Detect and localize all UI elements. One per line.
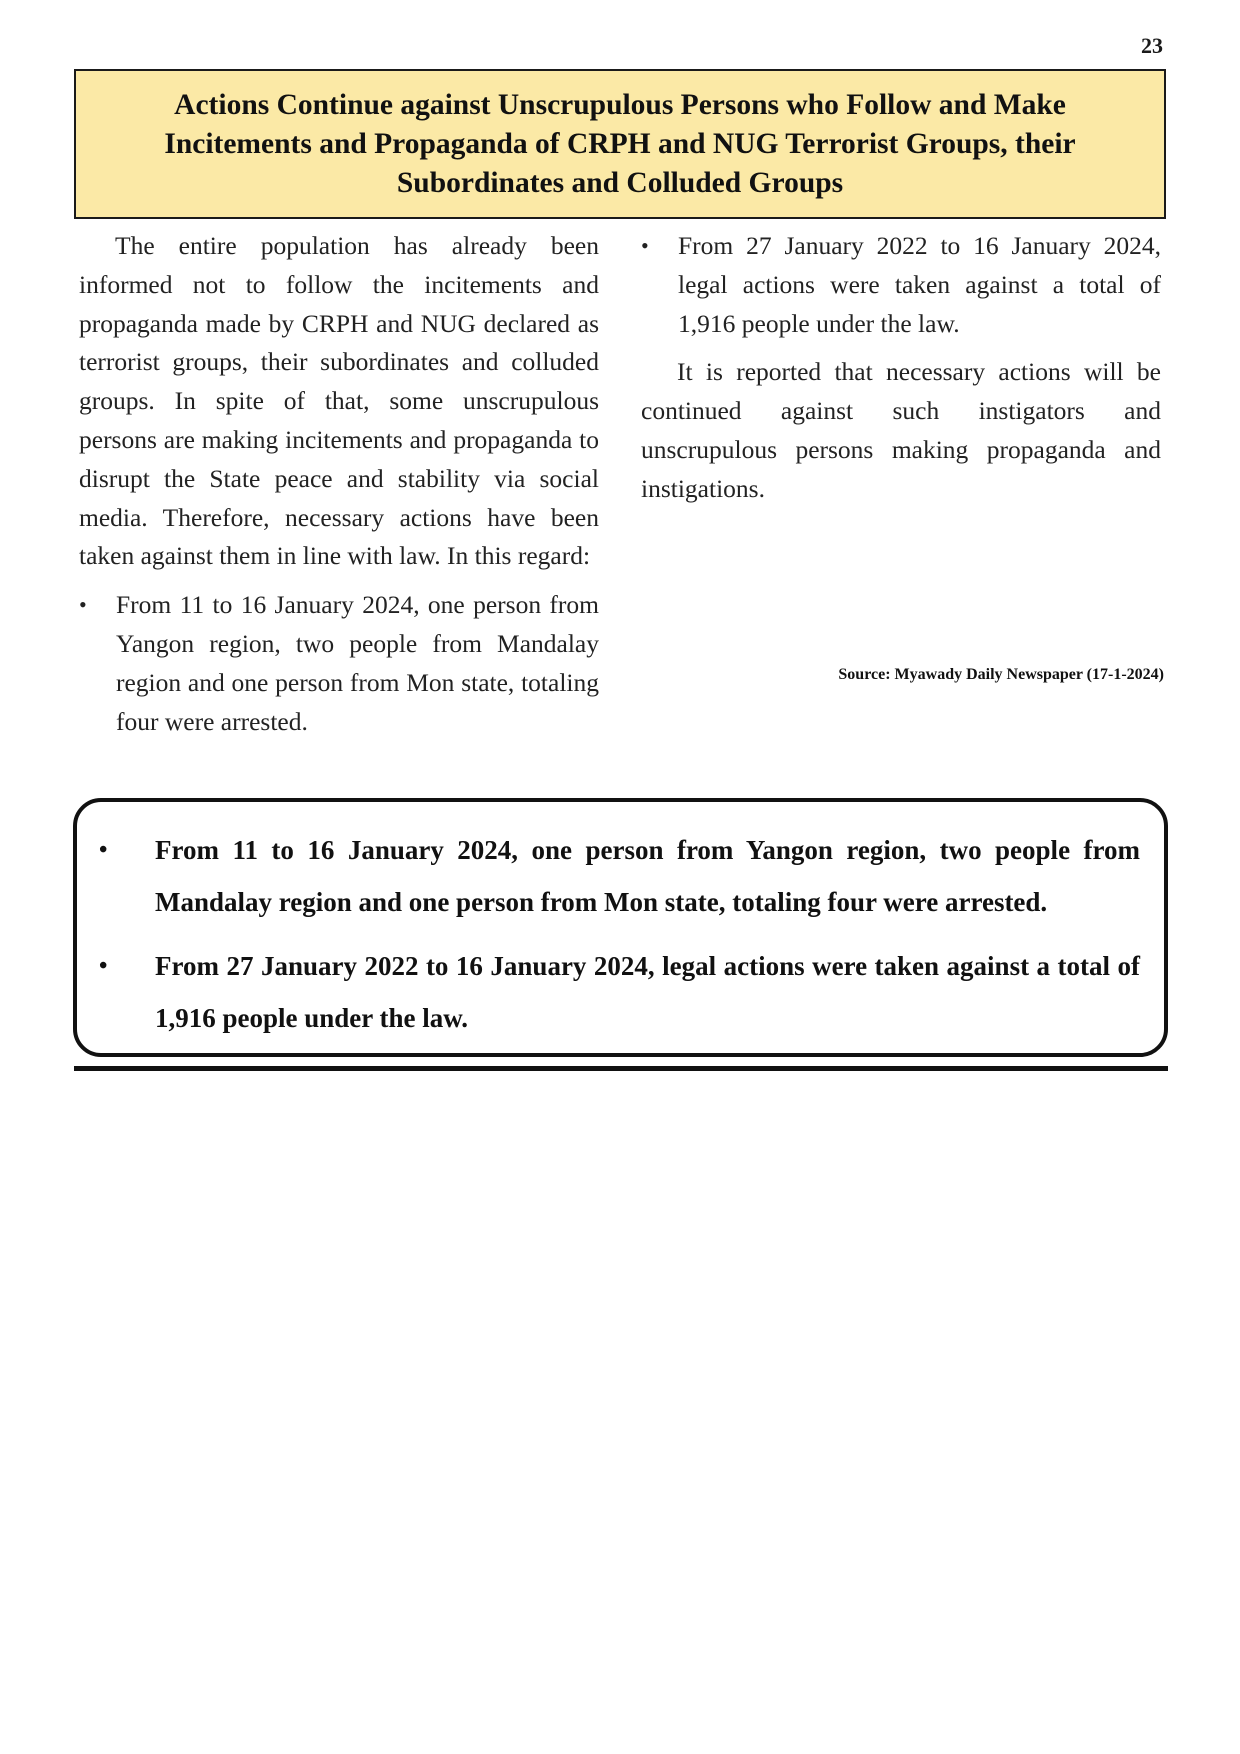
summary-item bbox=[99, 824, 1140, 928]
bullet-icon: • bbox=[79, 592, 87, 618]
right-column bbox=[641, 227, 1161, 509]
bullet-icon: • bbox=[641, 233, 649, 258]
source-citation: Source: Myawady Daily Newspaper (17-1-2024) bbox=[838, 666, 1164, 683]
list-item bbox=[79, 586, 599, 741]
closing-paragraph: It is reported that necessary actions will be continued against such instigators and unscrupulous persons making propaganda and instigations. bbox=[641, 357, 1161, 503]
page-number: 23 bbox=[1141, 33, 1163, 58]
title-box bbox=[74, 69, 1166, 219]
summary-item bbox=[99, 940, 1140, 1044]
summary-item-text: From 27 January 2022 to 16 January 2024, legal actions were taken against a total of 1,916 people under the law. bbox=[155, 951, 1140, 1033]
summary-item-text: From 11 to 16 January 2024, one person from Yangon region, two people from Mandalay region and one person from Mon state, totaling four were arrested. bbox=[155, 835, 1140, 917]
bottom-divider bbox=[74, 1066, 1168, 1071]
summary-box bbox=[73, 798, 1168, 1057]
bullet-icon: • bbox=[99, 837, 108, 863]
list-item-text: From 27 January 2022 to 16 January 2024, legal actions were taken against a total of 1,916 people under the law. bbox=[678, 231, 1161, 338]
page-title: Actions Continue against Unscrupulous Persons who Follow and Make Incitements and Propaganda of CRPH and NUG Terrorist Groups, their Subordinates and Colluded Groups bbox=[164, 88, 1076, 199]
left-column bbox=[79, 227, 599, 741]
bullet-icon: • bbox=[99, 953, 108, 979]
left-bullet-list bbox=[79, 586, 599, 741]
list-item-text: From 11 to 16 January 2024, one person from Yangon region, two people from Mandalay region and one person from Mon state, totaling four were arrested. bbox=[116, 590, 599, 736]
intro-paragraph: The entire population has already been informed not to follow the incitements and propaganda made by CRPH and NUG declared as terrorist groups, their subordinates and colluded groups. In spite of that, some unscrupulous persons are making incitements and propaganda to disrupt the State peace and stability via social media. Therefore, necessary actions have been taken against them in line with law. In this regard: bbox=[79, 231, 599, 571]
list-item bbox=[641, 227, 1161, 343]
summary-list bbox=[99, 824, 1140, 1044]
right-bullet-list bbox=[641, 227, 1161, 343]
